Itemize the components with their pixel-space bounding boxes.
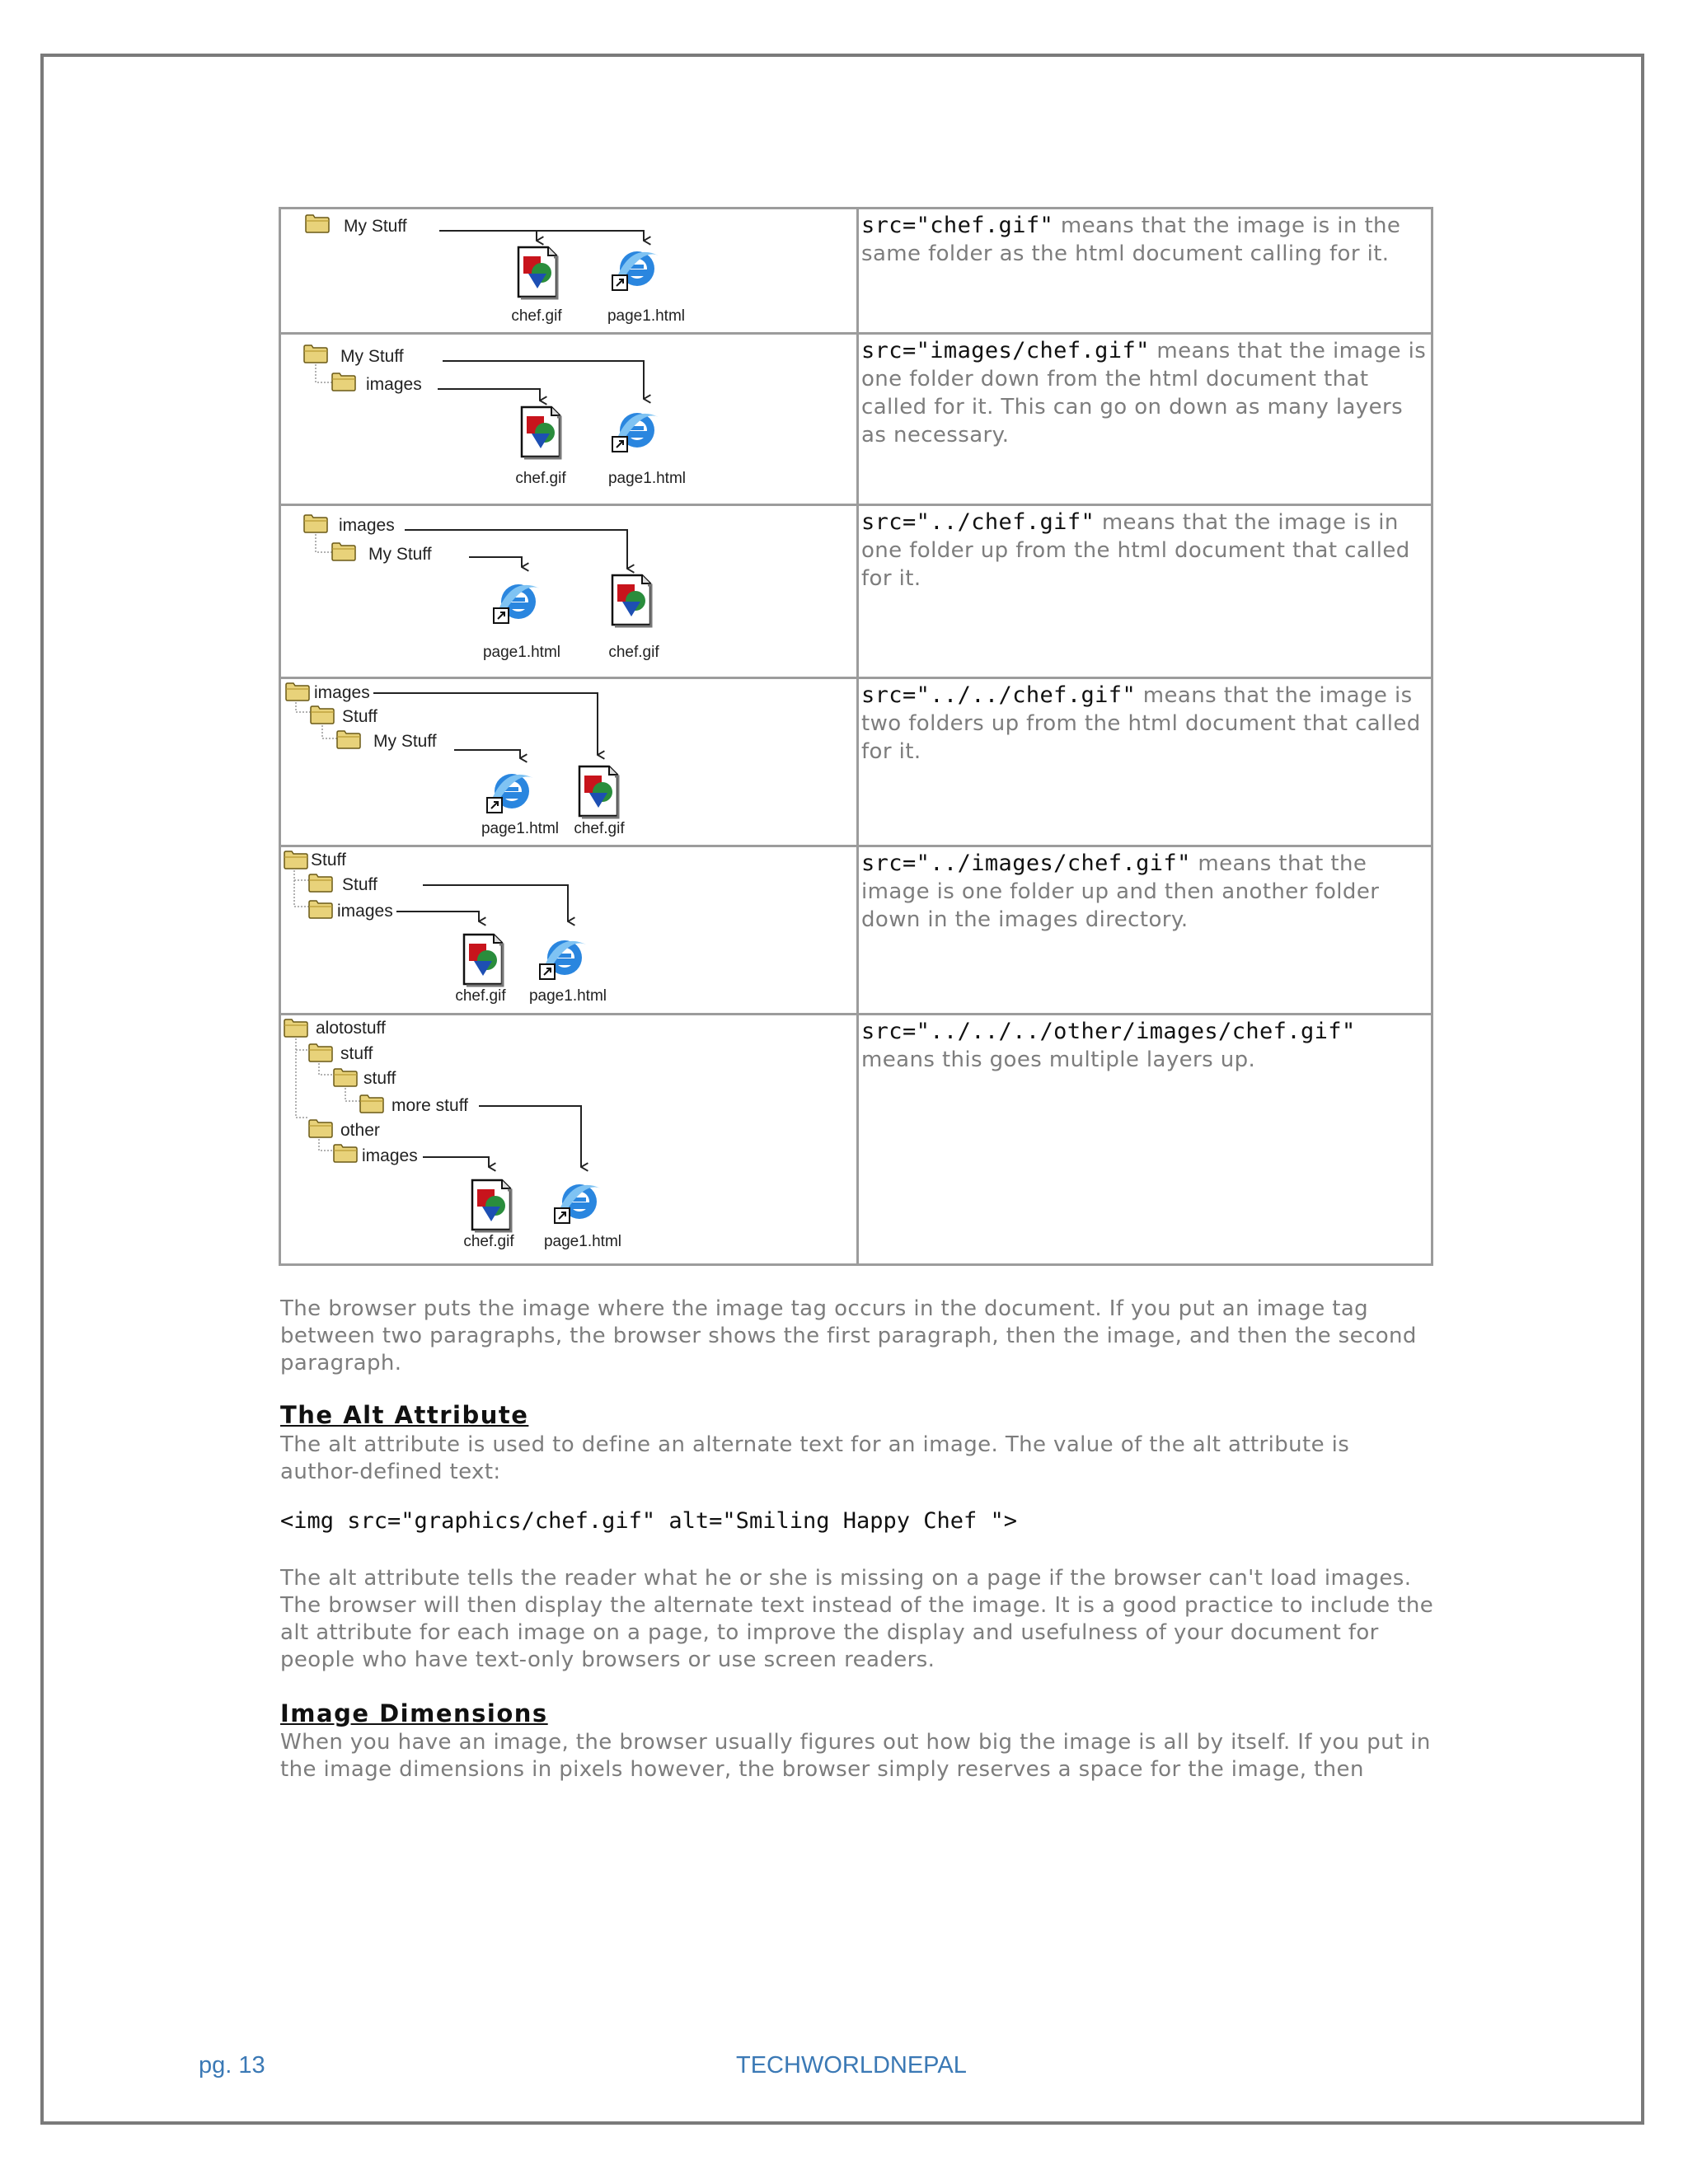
- folder-icon: [309, 1044, 332, 1062]
- src-code: src="chef.gif": [861, 213, 1054, 238]
- table-row: [280, 209, 1432, 334]
- folder-diagram: [280, 1015, 858, 1265]
- description: [861, 337, 1428, 449]
- folder-diagram: [280, 209, 858, 334]
- ie-html-file-icon: [494, 584, 540, 623]
- description-cell: [858, 678, 1432, 846]
- body-paragraph: The browser puts the image where the image tag occurs in the document. If you put an image tag between two paragraphs, the browser shows the first paragraph, then the image, and then the second paragraph.: [280, 1296, 1417, 1376]
- folder-icon: [332, 543, 355, 560]
- file-label: chef.gif: [463, 1233, 514, 1250]
- description: [861, 212, 1428, 268]
- folder-icon: [332, 373, 355, 391]
- folder-label: Stuff: [342, 875, 377, 894]
- file-label: page1.html: [543, 1233, 622, 1250]
- folder-icon: [311, 706, 334, 724]
- ie-html-file-icon: [487, 774, 533, 813]
- gif-file-icon: [464, 935, 503, 986]
- folder-icon: [309, 1120, 332, 1137]
- body-paragraph: The alt attribute tells the reader what he or she is missing on a page if the browser can't load images. The browser will then display the alternate text instead of the image. It is a good practice to include the alt attribute for each image on a page, to improve the display and usefulness of your document for people who have text-only browsers or use screen readers.: [280, 1566, 1434, 1672]
- file-label: chef.gif: [511, 307, 562, 325]
- src-code: src="../images/chef.gif": [861, 851, 1191, 876]
- folder-label: stuff: [340, 1044, 373, 1063]
- folder-label: more stuff: [392, 1096, 468, 1115]
- description-text: means that the image is one folder up and then another folder down in the images directory.: [861, 851, 1380, 932]
- section-heading-alt: The Alt Attribute: [280, 1401, 529, 1429]
- footer-site-name: TECHWORLDNEPAL: [736, 2052, 967, 2079]
- description-cell: [858, 505, 1432, 678]
- description-cell: [858, 846, 1432, 1015]
- folder-diagram: [280, 678, 858, 846]
- table-row: [280, 846, 1432, 1015]
- folder-icon: [334, 1145, 357, 1162]
- src-code: src="../chef.gif": [861, 509, 1095, 535]
- folder-label: images: [362, 1146, 418, 1165]
- file-label: chef.gif: [455, 987, 506, 1005]
- src-code: src="../../chef.gif": [861, 682, 1137, 708]
- file-label: page1.html: [607, 307, 686, 325]
- folder-label: images: [339, 516, 395, 535]
- description-text: means that the image is one folder down from the html document that called for it. This can go on down as many layers as necessary.: [861, 339, 1427, 448]
- gif-file-icon: [518, 247, 557, 298]
- table-row: [280, 678, 1432, 846]
- folder-icon: [334, 1069, 357, 1086]
- description-text: means this goes multiple layers up.: [861, 1047, 1256, 1072]
- folder-icon: [337, 731, 360, 748]
- gif-file-icon: [522, 407, 560, 458]
- folder-label: other: [340, 1121, 380, 1140]
- body-paragraph: The alt attribute is used to define an alternate text for an image. The value of the alt attribute is author-defined text:: [280, 1432, 1350, 1484]
- folder-icon: [286, 683, 309, 701]
- folder-label: images: [314, 683, 370, 702]
- table-row: [280, 505, 1432, 678]
- code-example: <img src="graphics/chef.gif" alt="Smiling Happy Chef ">: [280, 1508, 1018, 1534]
- description-text: means that the image is in the same folder as the html document calling for it.: [861, 213, 1401, 266]
- description: [861, 850, 1428, 934]
- ie-html-file-icon: [555, 1184, 601, 1223]
- body-paragraph: When you have an image, the browser usually figures out how big the image is all by itself. If you put in the image dimensions in pixels however, the browser simply reserves a space for the image, then: [280, 1730, 1431, 1782]
- table-row: [280, 334, 1432, 505]
- folder-diagram: [280, 846, 858, 1015]
- section-heading-dimensions: Image Dimensions: [280, 1699, 548, 1727]
- folder-label: images: [366, 375, 422, 394]
- description: [861, 1018, 1428, 1074]
- folder-icon: [304, 515, 327, 532]
- description-cell: [858, 1015, 1432, 1265]
- folder-label: My Stuff: [344, 217, 407, 236]
- folder-label: images: [337, 902, 393, 921]
- description-text: means that the image is in one folder up from the html document that called for it.: [861, 510, 1410, 591]
- folder-label: Stuff: [342, 707, 377, 726]
- gif-file-icon: [472, 1180, 511, 1231]
- table-row: [280, 1015, 1432, 1265]
- description-cell: [858, 209, 1432, 334]
- folder-icon: [306, 215, 329, 232]
- file-label: page1.html: [528, 987, 607, 1005]
- folder-icon: [360, 1095, 383, 1113]
- file-label: chef.gif: [574, 820, 625, 837]
- file-label: chef.gif: [515, 470, 566, 487]
- file-label: page1.html: [481, 820, 560, 837]
- description: [861, 509, 1428, 593]
- folder-diagram: [280, 334, 858, 505]
- ie-html-file-icon: [540, 940, 586, 979]
- folder-diagram: [280, 505, 858, 678]
- page-number: pg. 13: [199, 2052, 265, 2079]
- folder-icon: [304, 345, 327, 363]
- folder-label: Stuff: [311, 851, 346, 869]
- folder-label: My Stuff: [340, 347, 404, 366]
- folder-icon: [284, 851, 307, 869]
- ie-html-file-icon: [612, 413, 659, 452]
- description-text: means that the image is two folders up from the html document that called for it.: [861, 683, 1421, 764]
- gif-file-icon: [612, 575, 651, 626]
- file-label: page1.html: [482, 644, 561, 661]
- description-cell: [858, 334, 1432, 505]
- folder-label: My Stuff: [368, 545, 432, 564]
- folder-label: stuff: [363, 1069, 396, 1088]
- folder-icon: [309, 874, 332, 892]
- folder-icon: [309, 901, 332, 918]
- folder-label: alotostuff: [316, 1019, 386, 1038]
- file-label: chef.gif: [608, 644, 659, 661]
- file-label: page1.html: [607, 470, 687, 487]
- folder-label: My Stuff: [373, 732, 437, 751]
- gif-file-icon: [579, 766, 618, 818]
- folder-icon: [284, 1019, 307, 1037]
- src-code: src="images/chef.gif": [861, 338, 1150, 363]
- description: [861, 682, 1428, 766]
- image-path-table: [279, 207, 1433, 1266]
- ie-html-file-icon: [612, 251, 659, 290]
- src-code: src="../../../other/images/chef.gif": [861, 1019, 1356, 1044]
